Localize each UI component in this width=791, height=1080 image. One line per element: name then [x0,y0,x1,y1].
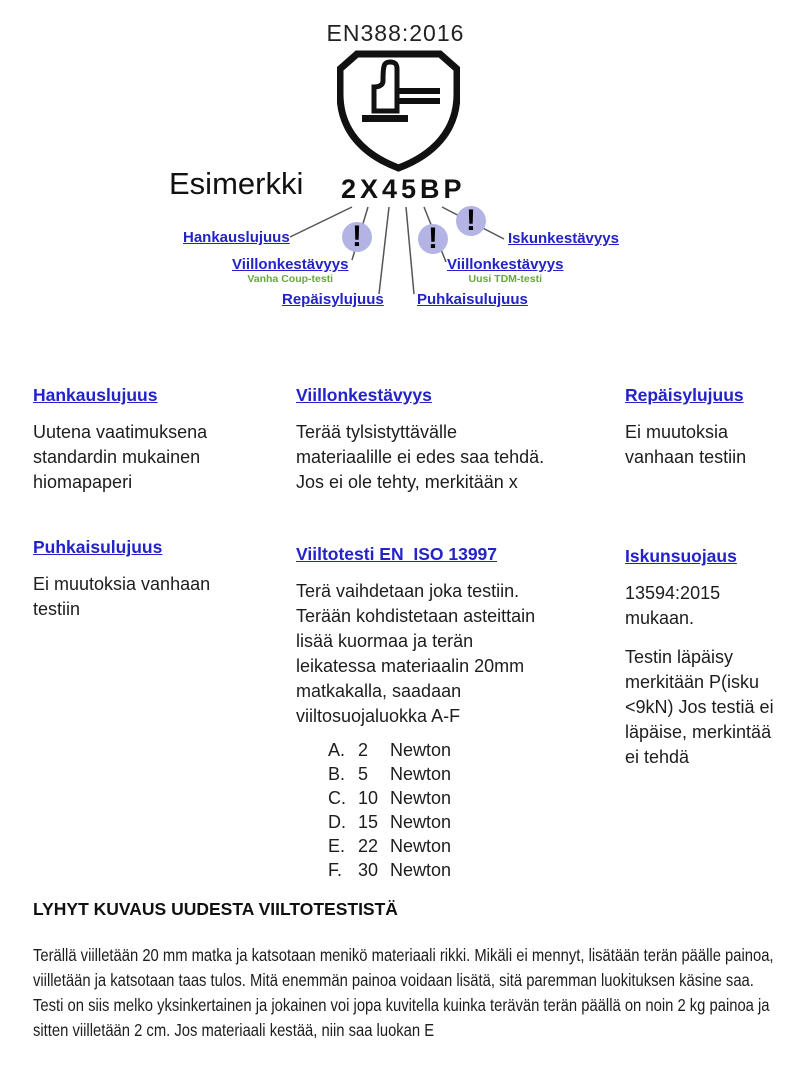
section-body: 13594:2015 mukaan. [625,583,726,628]
marking-diagram [0,205,791,315]
newton-row [328,738,556,762]
section-body: Ei muutoksia vanhaan testiin [625,422,747,467]
exclamation-icon: ! [418,224,448,254]
diagram-label-hankauslujuus: Hankauslujuus [183,229,290,246]
newton-unit: Newton [390,788,452,808]
footer-heading: LYHYT KUVAUS UUDESTA VIILTOTESTISTÄ [33,899,398,919]
footer-description [33,899,778,1043]
section-iskunsuojaus [625,546,783,770]
newton-unit: Newton [390,860,452,880]
section-heading: Viiltotesti EN ISO 13997 [296,544,498,564]
diagram-label-puhkaisulujuus: Puhkaisulujuus [417,291,528,308]
section-repaisylujuus [625,385,783,470]
newton-letter: D. [328,812,346,832]
newton-unit: Newton [390,764,452,784]
newton-letter: E. [328,836,346,856]
newton-row [328,834,556,858]
newton-unit: Newton [390,836,452,856]
newton-letter: A. [328,740,346,760]
section-viillonkestavyys [296,385,556,495]
section-body: Ei muutoksia vanhaan testiin [33,574,216,619]
newton-value: 5 [358,764,369,784]
section-body: Uutena vaatimuksena standardin mukainen hiomapaperi [33,422,213,492]
section-puhkaisulujuus [33,537,243,622]
diagram-label-viillonkestavyys-uusi: Viillonkestävyys Uusi TDM-testi [447,256,564,285]
newton-value: 10 [358,788,379,808]
section-viiltotesti [296,544,556,882]
diagram-label-viillonkestavyys-vanha: Viillonkestävyys Vanha Coup-testi [232,256,349,285]
newton-letter: C. [328,788,346,808]
exclamation-icon: ! [456,206,486,236]
newton-row [328,810,556,834]
section-heading: Viillonkestävyys [296,385,432,405]
section-body: Terää tylsistyttävälle materiaalille ei edes saa tehdä. Jos ei ole tehty, merkitään x [296,422,550,492]
section-body: Testin läpäisy merkitään P(isku <9kN) Jos testiä ei läpäise, merkintää ei tehdä [625,647,779,767]
section-heading: Hankauslujuus [33,385,158,405]
newton-unit: Newton [390,812,452,832]
footer-paragraph: Terällä viilletään 20 mm matka ja katsotaan menikö materiaali rikki. Mikäli ei mennyt, lisätään terän päälle painoa, viilletään ja katsotaan taas tulos. Mitä enemmän painoa voidaan lisätä, sitä paremman luokituksen käsine saa. [33,945,774,990]
connector-line [379,207,389,294]
newton-row [328,786,556,810]
connector-line [406,207,414,294]
footer-paragraph: Testi on siis melko yksinkertainen ja jokainen voi jopa kuvitella kuinka terävän terän päällä on noin 2 kg painoa ja sitten viilletään 2 cm. Jos materiaali kestää, niin saa luokan E [33,995,770,1040]
newton-value: 22 [358,836,379,856]
newton-row [328,762,556,786]
newton-letter: F. [328,860,343,880]
standard-title: EN388:2016 [326,20,465,46]
section-body: Terä vaihdetaan joka testiin. Terään kohdistetaan asteittain lisää kuormaa ja terän leikatessa materiaalin 20mm matkakalla, saadaan viiltosuojaluokka A-F [296,581,541,726]
newton-value: 30 [358,860,379,880]
newton-list [328,738,556,882]
connector-lines [0,205,791,315]
newton-value: 15 [358,812,379,832]
example-label: Esimerkki [169,166,304,201]
newton-value: 2 [358,740,369,760]
hammer-icon [374,62,397,111]
newton-row [328,858,556,882]
marking-code: 2X45BP [341,174,466,204]
diagram-label-repaisylujuus: Repäisylujuus [282,291,384,308]
section-heading: Iskunsuojaus [625,546,737,566]
newton-letter: B. [328,764,346,784]
exclamation-icon: ! [342,222,372,252]
section-heading: Repäisylujuus [625,385,744,405]
en388-shield-icon [337,50,460,172]
newton-unit: Newton [390,740,452,760]
diagram-label-iskunkestavyys: Iskunkestävyys [508,230,619,247]
section-hankauslujuus [33,385,243,495]
section-heading: Puhkaisulujuus [33,537,163,557]
